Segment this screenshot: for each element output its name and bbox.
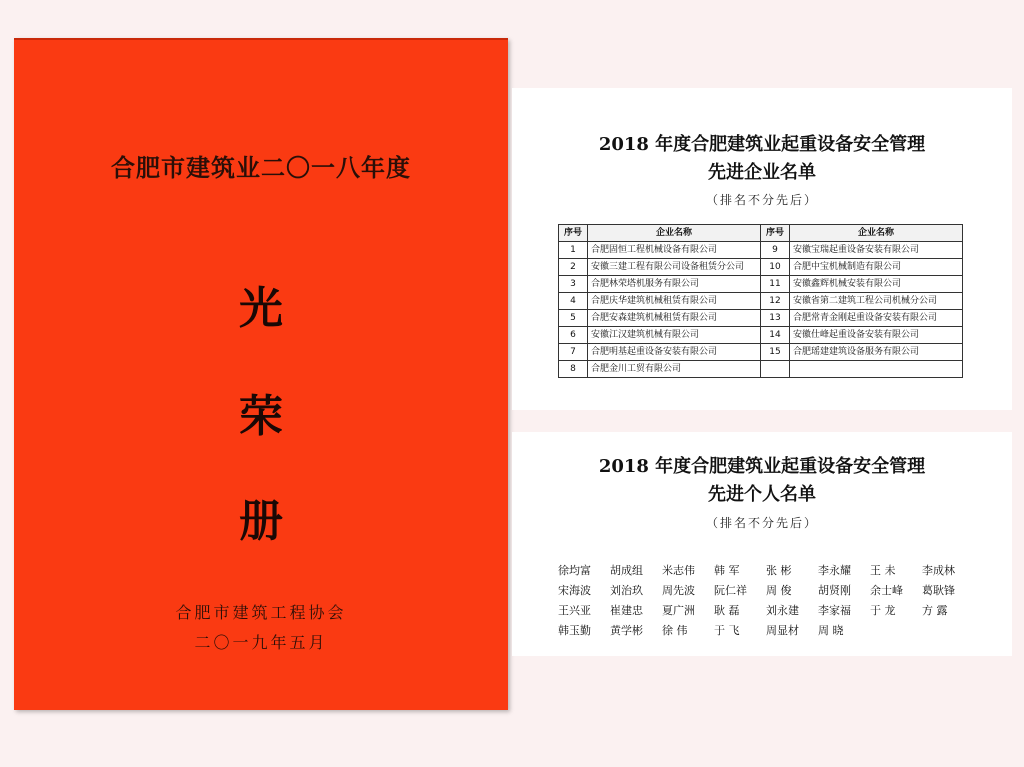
enterprise-list-page (512, 88, 1012, 410)
table-row (559, 276, 963, 293)
row-index-right: 14 (761, 327, 790, 344)
person-name: 周 晓 (818, 624, 844, 637)
row-name-right: 合肥常青金刚起重设备安装有限公司 (790, 310, 963, 327)
row-index-right: 15 (761, 344, 790, 361)
row-name-right: 安徽鑫辉机械安装有限公司 (790, 276, 963, 293)
person-name: 方 露 (922, 604, 948, 617)
row-name-right: 合肥中宝机械制造有限公司 (790, 259, 963, 276)
table-row (559, 361, 963, 378)
row-name-left: 安徽江汉建筑机械有限公司 (588, 327, 761, 344)
row-index-right (761, 361, 790, 378)
individual-list-page (512, 432, 1012, 656)
enterprise-note: （排名不分先后） (705, 193, 818, 207)
person-name: 胡贤刚 (818, 584, 851, 597)
individual-note: （排名不分先后） (705, 516, 818, 530)
cover-org-year: 合肥市建筑业二〇一八年度 (111, 153, 411, 182)
row-name-right: 安徽宝瑞起重设备安装有限公司 (790, 242, 963, 259)
person-name: 张 彬 (766, 564, 792, 577)
individual-names-grid (558, 562, 978, 638)
row-index-left: 6 (559, 327, 588, 344)
person-name: 阮仁祥 (714, 584, 747, 597)
person-name: 余士峰 (870, 584, 903, 597)
row-index-left: 1 (559, 242, 588, 259)
row-index-left: 5 (559, 310, 588, 327)
person-name: 李永耀 (818, 564, 851, 577)
person-name: 于 龙 (870, 604, 896, 617)
person-name: 王 未 (870, 564, 896, 577)
person-name: 米志伟 (662, 564, 695, 577)
row-name-right (790, 361, 963, 378)
table-row (559, 310, 963, 327)
person-name: 刘治玖 (610, 584, 643, 597)
row-name-left: 合肥安森建筑机械租赁有限公司 (588, 310, 761, 327)
row-index-left: 4 (559, 293, 588, 310)
individual-title-line2: 先进个人名单 (708, 484, 816, 505)
table-row (559, 242, 963, 259)
row-name-right: 合肥瑶建建筑设备服务有限公司 (790, 344, 963, 361)
person-name: 韩玉勤 (558, 624, 591, 637)
person-name: 胡成组 (610, 564, 643, 577)
row-name-right: 安徽省第二建筑工程公司机械分公司 (790, 293, 963, 310)
person-name: 李成林 (922, 564, 955, 577)
person-name: 王兴亚 (558, 604, 591, 617)
row-name-left: 合肥明基起重设备安装有限公司 (588, 344, 761, 361)
person-name: 于 飞 (714, 624, 740, 637)
table-row (559, 327, 963, 344)
row-name-left: 合肥庆华建筑机械租赁有限公司 (588, 293, 761, 310)
row-index-left: 7 (559, 344, 588, 361)
row-index-left: 2 (559, 259, 588, 276)
table-header-row (559, 225, 963, 242)
table-row (559, 293, 963, 310)
header-name-right: 企业名称 (790, 225, 963, 242)
row-index-right: 11 (761, 276, 790, 293)
person-name: 周先波 (662, 584, 695, 597)
row-name-left: 合肥林荣塔机服务有限公司 (588, 276, 761, 293)
person-name: 周 俊 (766, 584, 792, 597)
person-name: 韩 军 (714, 564, 740, 577)
table-row (559, 344, 963, 361)
individual-title-line1: 2018 年度合肥建筑业起重设备安全管理 (598, 456, 926, 477)
person-name: 夏广洲 (662, 604, 695, 617)
row-index-right: 10 (761, 259, 790, 276)
cover-char-1: 光 (239, 283, 283, 334)
person-name: 葛耿锋 (922, 584, 955, 597)
person-name: 宋海波 (558, 584, 591, 597)
row-index-right: 9 (761, 242, 790, 259)
row-name-left: 合肥金川工贸有限公司 (588, 361, 761, 378)
row-name-left: 合肥固恒工程机械设备有限公司 (588, 242, 761, 259)
person-name: 李家福 (818, 604, 851, 617)
row-index-left: 8 (559, 361, 588, 378)
cover-publisher: 合肥市建筑工程协会 (175, 603, 347, 622)
person-name: 刘永建 (766, 604, 799, 617)
row-index-right: 13 (761, 310, 790, 327)
person-name: 徐 伟 (662, 624, 688, 637)
header-index-right: 序号 (761, 225, 790, 242)
cover-date: 二〇一九年五月 (194, 633, 328, 652)
row-index-right: 12 (761, 293, 790, 310)
header-name-left: 企业名称 (588, 225, 761, 242)
table-row (559, 259, 963, 276)
enterprise-table (558, 224, 963, 378)
person-name: 周显材 (766, 624, 799, 637)
person-name: 耿 磊 (714, 604, 740, 617)
person-name: 徐均富 (558, 564, 591, 577)
row-name-right: 安徽仕峰起重设备安装有限公司 (790, 327, 963, 344)
person-name: 崔建忠 (610, 604, 643, 617)
enterprise-title-line1: 2018 年度合肥建筑业起重设备安全管理 (598, 134, 926, 155)
row-index-left: 3 (559, 276, 588, 293)
enterprise-title-line2: 先进企业名单 (708, 162, 816, 183)
cover-char-2: 荣 (239, 391, 283, 442)
honor-book-cover (14, 38, 508, 710)
row-name-left: 安徽三建工程有限公司设备租赁分公司 (588, 259, 761, 276)
cover-char-3: 册 (239, 496, 283, 547)
header-index-left: 序号 (559, 225, 588, 242)
person-name: 黄学彬 (610, 624, 643, 637)
